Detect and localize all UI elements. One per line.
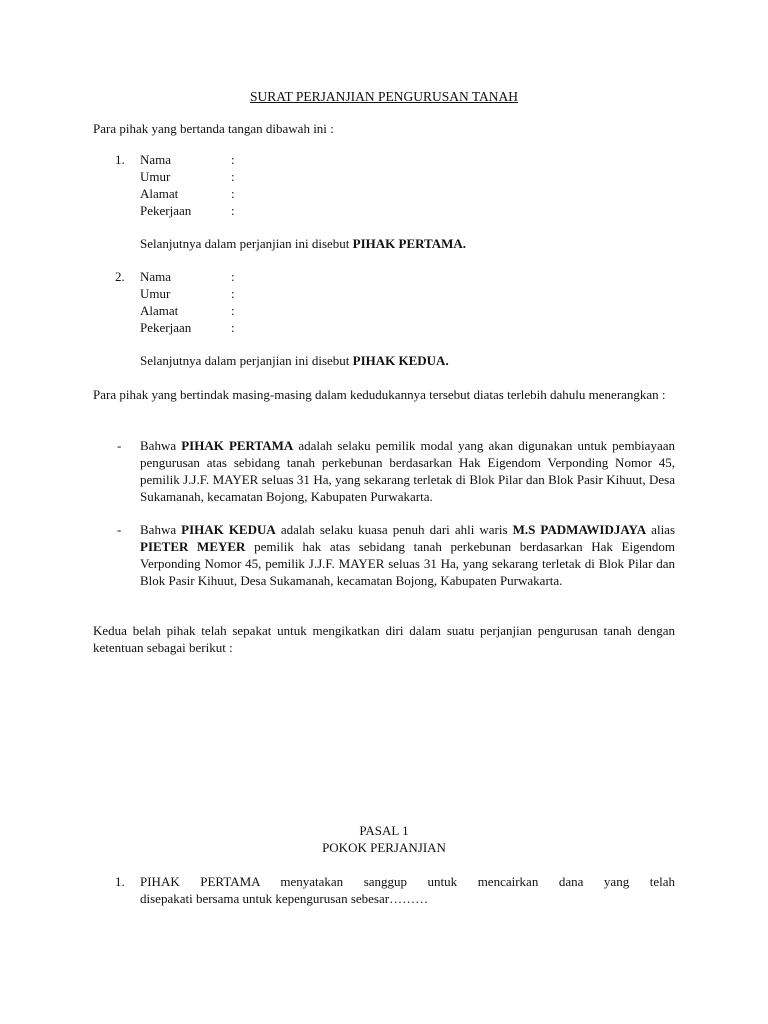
bullet2-body-3: pemilik hak atas sebidang tanah perkebunan berdasarkan Hak Eigendom Verponding Nomor 45, pemilik J.J.F. MAYER seluas 31 Ha, yang sekarang terletak di Blok Pilar dan Blok Pasir Kihuut, Desa Sukamanah, kecamatan Bojong, Kabupaten Purwakarta.: [140, 539, 675, 588]
party1-nama-colon: :: [231, 152, 235, 167]
party2-pekerjaan-label: Pekerjaan: [140, 320, 192, 335]
pasal-item1-line2: disepakati bersama untuk kepengurusan sebesar………: [140, 891, 429, 906]
party2-note-bold: PIHAK KEDUA.: [352, 353, 449, 368]
bullet2-body-2: alias: [646, 522, 676, 537]
bullet2-dash: -: [117, 522, 122, 537]
party1-note: [140, 235, 466, 252]
party1-nama-label: Nama: [140, 152, 172, 167]
party2-nama-label: Nama: [140, 269, 172, 284]
bullet2-prefix: Bahwa: [140, 522, 182, 537]
bullet1-prefix: Bahwa: [140, 438, 182, 453]
party1-umur-colon: :: [231, 169, 235, 184]
party1-alamat-label: Alamat: [140, 186, 179, 201]
agreement-paragraph: Kedua belah pihak telah sepakat untuk mengikatkan diri dalam suatu perjanjian pengurusan tanah dengan ketentuan sebagai berikut :: [93, 623, 675, 655]
pasal-heading: POKOK PERJANJIAN: [322, 840, 446, 855]
party1-alamat-colon: :: [231, 186, 235, 201]
bullet2-bold-1: PIHAK KEDUA: [181, 522, 276, 537]
pasal-number: PASAL 1: [359, 823, 409, 838]
pasal-item1-number: 1.: [115, 874, 125, 889]
party2-alamat-label: Alamat: [140, 303, 179, 318]
bullet1-bold: PIHAK PERTAMA: [181, 438, 294, 453]
bullet1-text: [140, 437, 675, 505]
bullet2-bold-3: PIETER MEYER: [140, 539, 246, 554]
party2-nama-colon: :: [231, 269, 235, 284]
party2-umur-label: Umur: [140, 286, 171, 301]
party2-pekerjaan-colon: :: [231, 320, 235, 335]
party1-pekerjaan-label: Pekerjaan: [140, 203, 192, 218]
bullet2-body-1: adalah selaku kuasa penuh dari ahli waris: [275, 522, 513, 537]
bullet2-bold-2: M.S PADMAWIDJAYA: [512, 522, 647, 537]
document-title: SURAT PERJANJIAN PENGURUSAN TANAH: [249, 89, 519, 104]
bullet1-dash: -: [117, 438, 122, 453]
party2-number: 2.: [115, 269, 125, 284]
party1-note-bold: PIHAK PERTAMA.: [352, 236, 467, 251]
pasal-item1-line1: PIHAK PERTAMA menyatakan sanggup untuk mencairkan dana yang telah: [140, 874, 675, 889]
party2-note: [140, 352, 449, 369]
party2-alamat-colon: :: [231, 303, 235, 318]
bullet2-text: [140, 521, 675, 589]
party2-umur-colon: :: [231, 286, 235, 301]
party1-note-prefix: Selanjutnya dalam perjanjian ini disebut: [140, 236, 353, 251]
party2-note-prefix: Selanjutnya dalam perjanjian ini disebut: [140, 353, 353, 368]
party1-pekerjaan-colon: :: [231, 203, 235, 218]
preface-paragraph: Para pihak yang bertindak masing-masing dalam kedudukannya tersebut diatas terlebih dahulu menerangkan :: [93, 387, 666, 402]
intro-text: Para pihak yang bertanda tangan dibawah ini :: [93, 121, 334, 136]
party1-umur-label: Umur: [140, 169, 171, 184]
bullet1-body: adalah selaku pemilik modal yang akan digunakan untuk pembiayaan pengurusan atas sebidang tanah perkebunan berdasarkan Hak Eigendom Verponding Nomor 45, pemilik J.J.F. MAYER seluas 31 Ha, yang sekarang terletak di Blok Pilar dan Blok Pasir Kihuut, Desa Sukamanah, kecamatan Bojong, Kabupaten Purwakarta.: [140, 438, 675, 504]
party1-number: 1.: [115, 152, 125, 167]
